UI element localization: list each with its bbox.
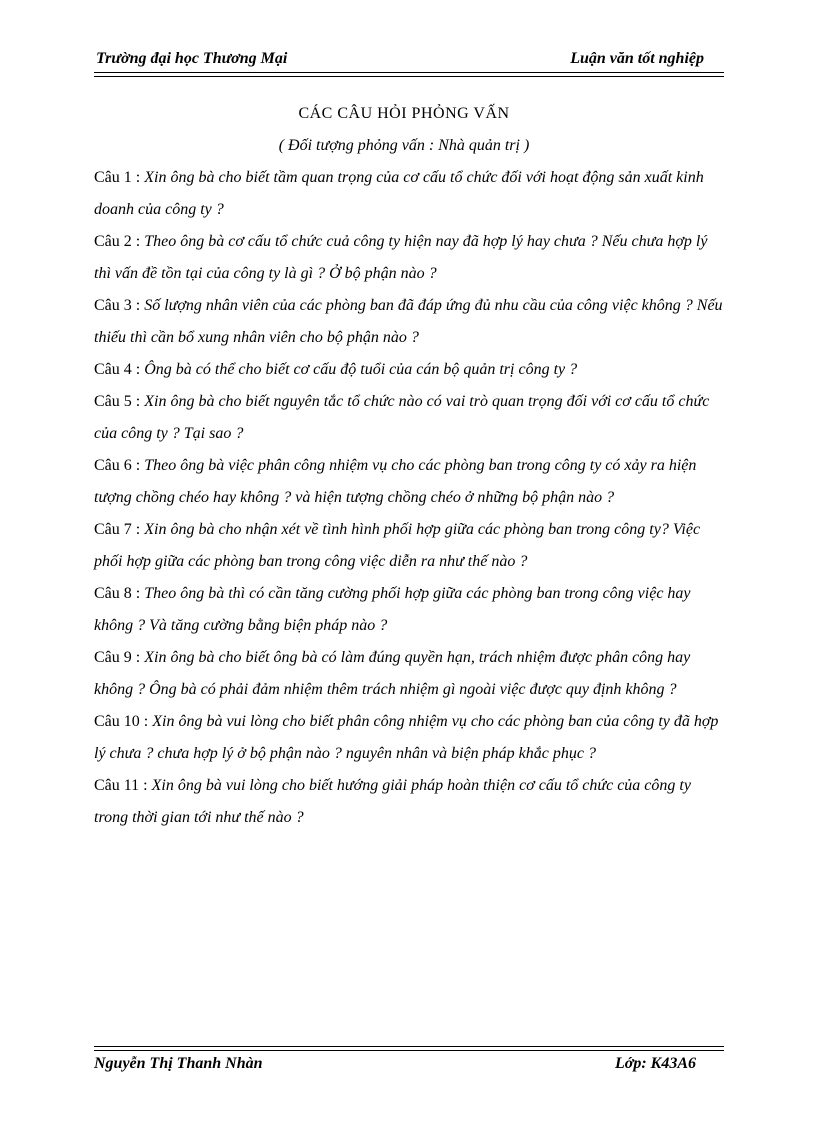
page-body bbox=[94, 98, 724, 834]
question-item bbox=[94, 514, 724, 578]
footer-divider bbox=[94, 1046, 724, 1051]
question-label: Câu 2 : bbox=[94, 233, 145, 250]
header-divider bbox=[94, 72, 724, 77]
question-item bbox=[94, 770, 724, 834]
question-item bbox=[94, 354, 724, 386]
page-subtitle: ( Đối tượng phỏng vấn : Nhà quản trị ) bbox=[278, 137, 530, 154]
question-text: Theo ông bà việc phân công nhiệm vụ cho các phòng ban trong công ty có xảy ra hiện tượng chồng chéo hay không ? và hiện tượng chồng chéo ở những bộ phận nào ? bbox=[94, 457, 697, 506]
question-text: Xin ông bà cho biết tầm quan trọng của cơ cấu tổ chức đối với hoạt động sản xuất kinh doanh của công ty ? bbox=[94, 169, 704, 218]
question-text: Theo ông bà cơ cấu tổ chức cuả công ty hiện nay đã hợp lý hay chưa ? Nếu chưa hợp lý thì vấn đề tồn tại của công ty là gì ? Ở bộ phận nào ? bbox=[94, 233, 708, 282]
question-text: Số lượng nhân viên của các phòng ban đã đáp ứng đủ nhu cầu của công việc không ? Nếu thiếu thì cần bổ xung nhân viên cho bộ phận nào ? bbox=[94, 297, 723, 346]
footer-author: Nguyễn Thị Thanh Nhàn bbox=[94, 1055, 263, 1072]
header-university: Trường đại học Thương Mại bbox=[96, 50, 288, 67]
question-item bbox=[94, 642, 724, 706]
question-item bbox=[94, 162, 724, 226]
question-label: Câu 7 : bbox=[94, 521, 145, 538]
question-label: Câu 8 : bbox=[94, 585, 145, 602]
question-item bbox=[94, 450, 724, 514]
question-label: Câu 6 : bbox=[94, 457, 145, 474]
question-label: Câu 4 : bbox=[94, 361, 145, 378]
question-text: Ông bà có thể cho biết cơ cấu độ tuổi của cán bộ quản trị công ty ? bbox=[144, 361, 578, 378]
question-label: Câu 1 : bbox=[94, 169, 145, 186]
question-text: Xin ông bà cho biết ông bà có làm đúng quyền hạn, trách nhiệm được phân công hay không ? Ông bà có phải đảm nhiệm thêm trách nhiệm gì ngoài việc được quy định không ? bbox=[94, 649, 691, 698]
question-item bbox=[94, 578, 724, 642]
page-footer bbox=[94, 1055, 724, 1077]
question-text: Xin ông bà cho nhận xét về tình hình phối hợp giữa các phòng ban trong công ty? Việc phối hợp giữa các phòng ban trong công việc diễn ra như thế nào ? bbox=[94, 521, 701, 570]
question-label: Câu 5 : bbox=[94, 393, 145, 410]
question-item bbox=[94, 290, 724, 354]
footer-class: Lớp: K43A6 bbox=[614, 1055, 696, 1072]
question-label: Câu 3 : bbox=[94, 297, 145, 314]
question-text: Xin ông bà cho biết nguyên tắc tổ chức nào có vai trò quan trọng đối với cơ cấu tổ chức của công ty ? Tại sao ? bbox=[94, 393, 710, 442]
question-item bbox=[94, 386, 724, 450]
header-document-type: Luận văn tốt nghiệp bbox=[570, 50, 704, 67]
question-label: Câu 11 : bbox=[94, 777, 152, 794]
question-item bbox=[94, 706, 724, 770]
question-label: Câu 10 : bbox=[94, 713, 153, 730]
page-header bbox=[94, 50, 724, 72]
question-label: Câu 9 : bbox=[94, 649, 145, 666]
question-list bbox=[94, 162, 724, 834]
page-title: CÁC CÂU HỎI PHỎNG VẤN bbox=[298, 105, 510, 122]
question-text: Theo ông bà thì có cần tăng cường phối hợp giữa các phòng ban trong công việc hay không ? Và tăng cường bằng biện pháp nào ? bbox=[94, 585, 691, 634]
question-text: Xin ông bà vui lòng cho biết phân công nhiệm vụ cho các phòng ban của công ty đã hợp lý chưa ? chưa hợp lý ở bộ phận nào ? nguyên nhân và biện pháp khắc phục ? bbox=[94, 713, 719, 762]
question-item bbox=[94, 226, 724, 290]
question-text: Xin ông bà vui lòng cho biết hướng giải pháp hoàn thiện cơ cấu tổ chức của công ty trong thời gian tới như thế nào ? bbox=[94, 777, 691, 826]
